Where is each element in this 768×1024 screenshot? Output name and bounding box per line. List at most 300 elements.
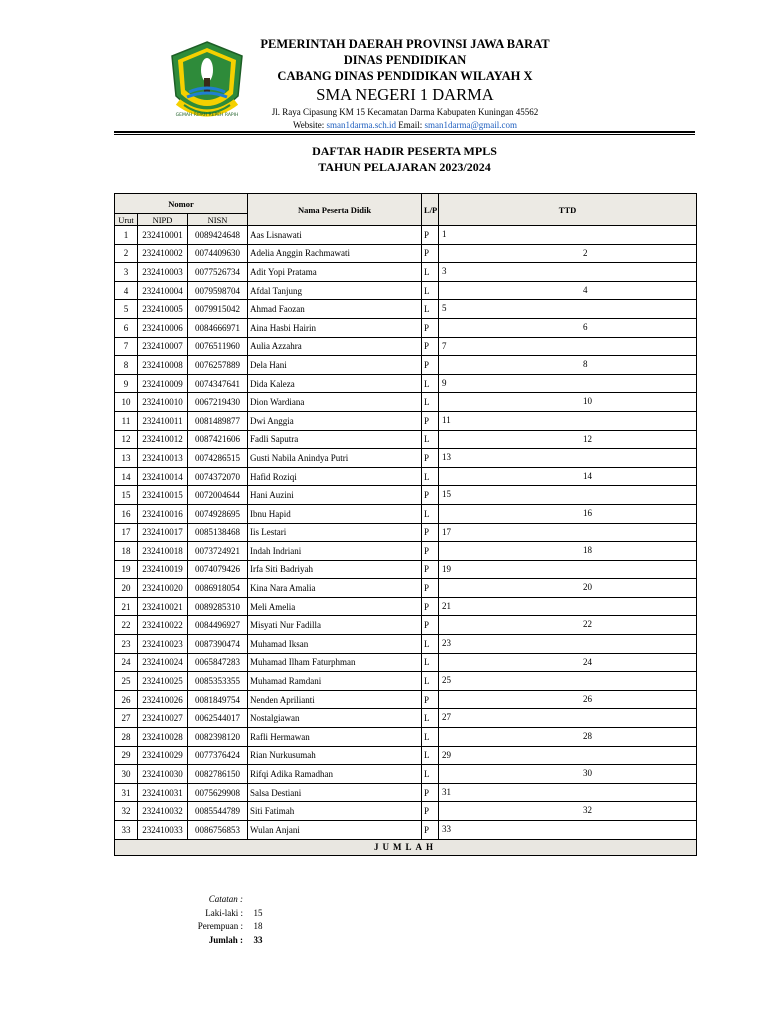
header-divider-thin bbox=[114, 134, 695, 135]
signature-number: 24 bbox=[583, 656, 593, 667]
row-gender: P bbox=[422, 802, 439, 821]
signature-number: 3 bbox=[442, 266, 447, 277]
signature-number: 33 bbox=[442, 824, 452, 834]
signature-number: 18 bbox=[583, 545, 593, 556]
header-divider-thick bbox=[114, 131, 695, 133]
row-nisn: 0079598704 bbox=[188, 281, 248, 300]
header-ttd: TTD bbox=[439, 194, 697, 226]
row-nisn: 0085353355 bbox=[188, 672, 248, 691]
row-nipd: 232410024 bbox=[138, 653, 188, 672]
row-nisn: 0074286515 bbox=[188, 449, 248, 468]
row-gender: L bbox=[422, 430, 439, 449]
signature-cell[interactable] bbox=[439, 560, 697, 579]
school-address: Jl. Raya Cipasung KM 15 Kecamatan Darma Kabupaten Kuningan 45562 bbox=[271, 107, 539, 117]
row-name: Adelia Anggin Rachmawati bbox=[248, 244, 422, 263]
row-number: 1 bbox=[115, 226, 138, 245]
signature-cell[interactable] bbox=[439, 263, 697, 282]
signature-number: 7 bbox=[442, 340, 447, 351]
row-number: 3 bbox=[115, 263, 138, 282]
row-name: Meli Amelia bbox=[248, 597, 422, 616]
signature-number: 28 bbox=[583, 731, 593, 742]
department-name: DINAS PENDIDIKAN bbox=[343, 53, 467, 67]
table-row bbox=[115, 597, 697, 616]
signature-cell[interactable] bbox=[439, 523, 697, 542]
table-row bbox=[115, 802, 697, 821]
signature-number: 6 bbox=[583, 321, 588, 332]
signature-number: 27 bbox=[442, 712, 452, 723]
table-row bbox=[115, 486, 697, 505]
row-nipd: 232410016 bbox=[138, 504, 188, 523]
table-row bbox=[115, 281, 697, 300]
letterhead bbox=[255, 36, 555, 131]
row-number: 28 bbox=[115, 728, 138, 747]
row-nisn: 0076511960 bbox=[188, 337, 248, 356]
row-name: Adit Yopi Pratama bbox=[248, 263, 422, 282]
signature-number: 10 bbox=[583, 396, 593, 407]
total-count: 33 bbox=[253, 934, 263, 945]
row-nisn: 0085544789 bbox=[188, 802, 248, 821]
row-number: 22 bbox=[115, 616, 138, 635]
signature-number: 13 bbox=[442, 452, 452, 463]
table-row bbox=[115, 783, 697, 802]
row-name: Salsa Destiani bbox=[248, 783, 422, 802]
row-nipd: 232410005 bbox=[138, 300, 188, 319]
table-row bbox=[115, 263, 697, 282]
row-nisn: 0081489877 bbox=[188, 411, 248, 430]
row-gender: L bbox=[422, 746, 439, 765]
signature-number: 1 bbox=[442, 229, 447, 239]
row-name: Hani Auzini bbox=[248, 486, 422, 505]
signature-number: 22 bbox=[583, 619, 593, 630]
row-name: Dwi Anggia bbox=[248, 411, 422, 430]
row-name: Nenden Aprilianti bbox=[248, 690, 422, 709]
signature-cell[interactable] bbox=[439, 709, 697, 728]
row-name: Wulan Anjani bbox=[248, 821, 422, 840]
row-name: Irfa Siti Badriyah bbox=[248, 560, 422, 579]
row-name: Rafli Hermawan bbox=[248, 728, 422, 747]
row-nisn: 0077376424 bbox=[188, 746, 248, 765]
row-nisn: 0087421606 bbox=[188, 430, 248, 449]
row-gender: P bbox=[422, 337, 439, 356]
signature-cell[interactable] bbox=[439, 653, 697, 672]
row-number: 8 bbox=[115, 356, 138, 375]
row-nipd: 232410031 bbox=[138, 783, 188, 802]
row-name: Muhamad Ramdani bbox=[248, 672, 422, 691]
row-name: Aina Hasbi Hairin bbox=[248, 318, 422, 337]
notes-title: Catatan : bbox=[208, 894, 243, 904]
row-nipd: 232410011 bbox=[138, 411, 188, 430]
row-gender: P bbox=[422, 449, 439, 468]
header-lp: L/P bbox=[422, 194, 439, 226]
row-nisn: 0074079426 bbox=[188, 560, 248, 579]
row-nipd: 232410008 bbox=[138, 356, 188, 375]
table-row bbox=[115, 374, 697, 393]
row-gender: L bbox=[422, 728, 439, 747]
male-count: 15 bbox=[253, 907, 263, 918]
row-nipd: 232410020 bbox=[138, 579, 188, 598]
row-number: 32 bbox=[115, 802, 138, 821]
row-nipd: 232410030 bbox=[138, 765, 188, 784]
row-number: 18 bbox=[115, 542, 138, 561]
row-nipd: 232410017 bbox=[138, 523, 188, 542]
table-row bbox=[115, 523, 697, 542]
logo-motto: GEMAH RIPAH REPEH RAPIH bbox=[175, 113, 239, 118]
row-nipd: 232410001 bbox=[138, 226, 188, 245]
row-gender: P bbox=[422, 523, 439, 542]
row-nisn: 0072004644 bbox=[188, 486, 248, 505]
row-gender: P bbox=[422, 542, 439, 561]
row-gender: L bbox=[422, 374, 439, 393]
row-name: Muhamad Ilham Faturphman bbox=[248, 653, 422, 672]
signature-cell[interactable] bbox=[439, 746, 697, 765]
row-gender: L bbox=[422, 281, 439, 300]
row-nipd: 232410013 bbox=[138, 449, 188, 468]
row-nisn: 0086918054 bbox=[188, 579, 248, 598]
website-link[interactable]: sman1darma.sch.id bbox=[326, 120, 396, 130]
row-nipd: 232410028 bbox=[138, 728, 188, 747]
row-name: Indah Indriani bbox=[248, 542, 422, 561]
row-name: Siti Fatimah bbox=[248, 802, 422, 821]
signature-cell[interactable] bbox=[439, 374, 697, 393]
table-row bbox=[115, 728, 697, 747]
row-gender: P bbox=[422, 226, 439, 245]
government-name: PEMERINTAH DAERAH PROVINSI JAWA BARAT bbox=[260, 37, 550, 51]
row-nipd: 232410027 bbox=[138, 709, 188, 728]
signature-cell[interactable] bbox=[439, 542, 697, 561]
row-gender: L bbox=[422, 504, 439, 523]
signature-cell[interactable] bbox=[439, 504, 697, 523]
table-row bbox=[115, 244, 697, 263]
row-number: 29 bbox=[115, 746, 138, 765]
row-gender: P bbox=[422, 690, 439, 709]
signature-cell[interactable] bbox=[439, 579, 697, 598]
table-row bbox=[115, 356, 697, 375]
provincial-logo bbox=[164, 40, 250, 126]
row-number: 17 bbox=[115, 523, 138, 542]
row-gender: L bbox=[422, 709, 439, 728]
row-nipd: 232410032 bbox=[138, 802, 188, 821]
male-label: Laki-laki : bbox=[205, 907, 243, 918]
row-number: 24 bbox=[115, 653, 138, 672]
row-gender: P bbox=[422, 616, 439, 635]
table-row bbox=[115, 318, 697, 337]
row-name: Ahmad Faozan bbox=[248, 300, 422, 319]
signature-cell[interactable] bbox=[439, 597, 697, 616]
signature-cell[interactable] bbox=[439, 244, 697, 263]
row-gender: P bbox=[422, 597, 439, 616]
row-name: Fadli Saputra bbox=[248, 430, 422, 449]
signature-number: 31 bbox=[442, 786, 452, 797]
table-row bbox=[115, 672, 697, 691]
signature-cell[interactable] bbox=[439, 635, 697, 654]
row-number: 20 bbox=[115, 579, 138, 598]
row-name: Rian Nurkusumah bbox=[248, 746, 422, 765]
signature-cell[interactable] bbox=[439, 393, 697, 412]
table-row bbox=[115, 746, 697, 765]
row-nipd: 232410026 bbox=[138, 690, 188, 709]
row-number: 2 bbox=[115, 244, 138, 263]
table-row bbox=[115, 300, 697, 319]
signature-number: 23 bbox=[442, 638, 452, 649]
row-nipd: 232410006 bbox=[138, 318, 188, 337]
signature-cell[interactable] bbox=[439, 318, 697, 337]
row-nipd: 232410002 bbox=[138, 244, 188, 263]
table-body bbox=[115, 226, 697, 840]
row-nisn: 0074347641 bbox=[188, 374, 248, 393]
table-row bbox=[115, 449, 697, 468]
row-nipd: 232410021 bbox=[138, 597, 188, 616]
table-row bbox=[115, 430, 697, 449]
row-nisn: 0082398120 bbox=[188, 728, 248, 747]
row-nipd: 232410010 bbox=[138, 393, 188, 412]
signature-number: 25 bbox=[442, 675, 452, 686]
signature-number: 21 bbox=[442, 600, 452, 611]
signature-number: 17 bbox=[442, 526, 452, 537]
row-number: 27 bbox=[115, 709, 138, 728]
row-name: Hafid Roziqi bbox=[248, 467, 422, 486]
row-gender: P bbox=[422, 411, 439, 430]
row-nisn: 0074409630 bbox=[188, 244, 248, 263]
row-nisn: 0074928695 bbox=[188, 504, 248, 523]
signature-cell[interactable] bbox=[439, 411, 697, 430]
header-nisn: NISN bbox=[188, 214, 248, 226]
table-row bbox=[115, 226, 697, 245]
table-row bbox=[115, 467, 697, 486]
row-number: 10 bbox=[115, 393, 138, 412]
row-number: 14 bbox=[115, 467, 138, 486]
row-nisn: 0067219430 bbox=[188, 393, 248, 412]
row-number: 6 bbox=[115, 318, 138, 337]
female-count: 18 bbox=[253, 921, 263, 931]
signature-number: 30 bbox=[583, 768, 593, 779]
row-gender: P bbox=[422, 579, 439, 598]
table-row bbox=[115, 616, 697, 635]
signature-number: 15 bbox=[442, 489, 452, 500]
row-name: Iis Lestari bbox=[248, 523, 422, 542]
row-gender: P bbox=[422, 783, 439, 802]
row-nisn: 0073724921 bbox=[188, 542, 248, 561]
row-nisn: 0084496927 bbox=[188, 616, 248, 635]
row-nipd: 232410015 bbox=[138, 486, 188, 505]
row-gender: P bbox=[422, 486, 439, 505]
signature-number: 9 bbox=[442, 377, 447, 388]
row-number: 9 bbox=[115, 374, 138, 393]
row-number: 13 bbox=[115, 449, 138, 468]
total-row: JUMLAH bbox=[115, 839, 697, 855]
table-row bbox=[115, 560, 697, 579]
row-nipd: 232410003 bbox=[138, 263, 188, 282]
document-title bbox=[114, 143, 695, 175]
row-nisn: 0065847283 bbox=[188, 653, 248, 672]
row-number: 4 bbox=[115, 281, 138, 300]
row-name: Dida Kaleza bbox=[248, 374, 422, 393]
row-nipd: 232410025 bbox=[138, 672, 188, 691]
row-nisn: 0087390474 bbox=[188, 635, 248, 654]
row-number: 7 bbox=[115, 337, 138, 356]
row-nisn: 0074372070 bbox=[188, 467, 248, 486]
signature-number: 32 bbox=[583, 805, 593, 816]
row-nisn: 0086756853 bbox=[188, 821, 248, 840]
female-label: Perempuan : bbox=[197, 921, 243, 931]
signature-cell[interactable] bbox=[439, 672, 697, 691]
row-nipd: 232410007 bbox=[138, 337, 188, 356]
table-row bbox=[115, 411, 697, 430]
row-nipd: 232410014 bbox=[138, 467, 188, 486]
row-gender: L bbox=[422, 672, 439, 691]
signature-cell[interactable] bbox=[439, 690, 697, 709]
signature-cell[interactable] bbox=[439, 821, 697, 840]
website-label: Website: bbox=[292, 120, 327, 130]
signature-cell[interactable] bbox=[439, 486, 697, 505]
row-nipd: 232410012 bbox=[138, 430, 188, 449]
row-name: Misyati Nur Fadilla bbox=[248, 616, 422, 635]
signature-cell[interactable] bbox=[439, 449, 697, 468]
row-nisn: 0085138468 bbox=[188, 523, 248, 542]
notes bbox=[170, 893, 273, 947]
row-gender: L bbox=[422, 393, 439, 412]
row-nipd: 232410023 bbox=[138, 635, 188, 654]
signature-cell[interactable] bbox=[439, 467, 697, 486]
row-number: 31 bbox=[115, 783, 138, 802]
branch-name: CABANG DINAS PENDIDIKAN WILAYAH X bbox=[277, 69, 533, 83]
email-link[interactable]: sman1darma@gmail.com bbox=[424, 120, 518, 130]
row-number: 5 bbox=[115, 300, 138, 319]
row-number: 23 bbox=[115, 635, 138, 654]
signature-cell[interactable] bbox=[439, 430, 697, 449]
row-nipd: 232410009 bbox=[138, 374, 188, 393]
header-urut: Urut bbox=[115, 214, 138, 226]
row-name: Gusti Nabila Anindya Putri bbox=[248, 449, 422, 468]
contact-line bbox=[255, 119, 555, 131]
signature-cell[interactable] bbox=[439, 765, 697, 784]
row-gender: L bbox=[422, 263, 439, 282]
table-row bbox=[115, 542, 697, 561]
row-nipd: 232410018 bbox=[138, 542, 188, 561]
table-row bbox=[115, 579, 697, 598]
row-name: Aulia Azzahra bbox=[248, 337, 422, 356]
table-row bbox=[115, 393, 697, 412]
row-number: 26 bbox=[115, 690, 138, 709]
signature-number: 29 bbox=[442, 749, 452, 760]
row-gender: L bbox=[422, 653, 439, 672]
row-nisn: 0081849754 bbox=[188, 690, 248, 709]
row-nipd: 232410033 bbox=[138, 821, 188, 840]
table-row bbox=[115, 690, 697, 709]
row-gender: L bbox=[422, 635, 439, 654]
row-gender: L bbox=[422, 467, 439, 486]
row-name: Muhamad Iksan bbox=[248, 635, 422, 654]
row-name: Kina Nara Amalia bbox=[248, 579, 422, 598]
row-nipd: 232410029 bbox=[138, 746, 188, 765]
row-name: Aas Lisnawati bbox=[248, 226, 422, 245]
row-number: 11 bbox=[115, 411, 138, 430]
table-row bbox=[115, 635, 697, 654]
signature-number: 26 bbox=[583, 693, 593, 704]
row-name: Dion Wardiana bbox=[248, 393, 422, 412]
table-row bbox=[115, 653, 697, 672]
signature-number: 4 bbox=[583, 284, 588, 295]
table-row bbox=[115, 504, 697, 523]
school-name: SMA NEGERI 1 DARMA bbox=[316, 85, 494, 104]
row-gender: P bbox=[422, 560, 439, 579]
signature-cell[interactable] bbox=[439, 616, 697, 635]
row-name: Dela Hani bbox=[248, 356, 422, 375]
table-row bbox=[115, 709, 697, 728]
header-nama: Nama Peserta Didik bbox=[248, 194, 422, 226]
signature-cell[interactable] bbox=[439, 356, 697, 375]
signature-number: 5 bbox=[442, 303, 447, 314]
signature-cell[interactable] bbox=[439, 802, 697, 821]
table-row bbox=[115, 337, 697, 356]
row-nisn: 0076257889 bbox=[188, 356, 248, 375]
row-name: Nostalgiawan bbox=[248, 709, 422, 728]
row-name: Afdal Tanjung bbox=[248, 281, 422, 300]
signature-number: 2 bbox=[583, 247, 588, 258]
title-line-1: DAFTAR HADIR PESERTA MPLS bbox=[312, 144, 497, 158]
row-number: 30 bbox=[115, 765, 138, 784]
row-number: 33 bbox=[115, 821, 138, 840]
row-nisn: 0082786150 bbox=[188, 765, 248, 784]
signature-number: 16 bbox=[583, 507, 593, 518]
signature-number: 20 bbox=[583, 582, 593, 593]
signature-number: 8 bbox=[583, 359, 588, 370]
row-name: Ibnu Hapid bbox=[248, 504, 422, 523]
row-gender: L bbox=[422, 765, 439, 784]
header-nipd: NIPD bbox=[138, 214, 188, 226]
row-number: 21 bbox=[115, 597, 138, 616]
table-row bbox=[115, 821, 697, 840]
row-gender: P bbox=[422, 318, 439, 337]
row-nisn: 0062544017 bbox=[188, 709, 248, 728]
header-nomor: Nomor bbox=[115, 194, 248, 214]
signature-number: 11 bbox=[442, 414, 451, 425]
table-row bbox=[115, 765, 697, 784]
row-nipd: 232410004 bbox=[138, 281, 188, 300]
title-line-2: TAHUN PELAJARAN 2023/2024 bbox=[318, 160, 491, 174]
row-number: 19 bbox=[115, 560, 138, 579]
signature-number: 12 bbox=[583, 433, 593, 444]
signature-number: 19 bbox=[442, 563, 452, 574]
row-number: 25 bbox=[115, 672, 138, 691]
row-nisn: 0079915042 bbox=[188, 300, 248, 319]
signature-cell[interactable] bbox=[439, 281, 697, 300]
signature-number: 14 bbox=[583, 470, 593, 481]
row-nipd: 232410022 bbox=[138, 616, 188, 635]
email-label: Email: bbox=[396, 120, 425, 130]
row-gender: P bbox=[422, 244, 439, 263]
total-label: Jumlah : bbox=[208, 934, 243, 945]
row-nisn: 0084666971 bbox=[188, 318, 248, 337]
signature-cell[interactable] bbox=[439, 783, 697, 802]
row-gender: L bbox=[422, 300, 439, 319]
signature-cell[interactable] bbox=[439, 226, 697, 245]
signature-cell[interactable] bbox=[439, 300, 697, 319]
row-number: 15 bbox=[115, 486, 138, 505]
row-nipd: 232410019 bbox=[138, 560, 188, 579]
row-gender: P bbox=[422, 821, 439, 840]
signature-cell[interactable] bbox=[439, 337, 697, 356]
row-nisn: 0077526734 bbox=[188, 263, 248, 282]
row-number: 16 bbox=[115, 504, 138, 523]
row-gender: P bbox=[422, 356, 439, 375]
row-number: 12 bbox=[115, 430, 138, 449]
signature-cell[interactable] bbox=[439, 728, 697, 747]
row-nisn: 0089424648 bbox=[188, 226, 248, 245]
attendance-table bbox=[114, 193, 697, 856]
row-name: Rifqi Adika Ramadhan bbox=[248, 765, 422, 784]
row-nisn: 0075629908 bbox=[188, 783, 248, 802]
row-nisn: 0089285310 bbox=[188, 597, 248, 616]
